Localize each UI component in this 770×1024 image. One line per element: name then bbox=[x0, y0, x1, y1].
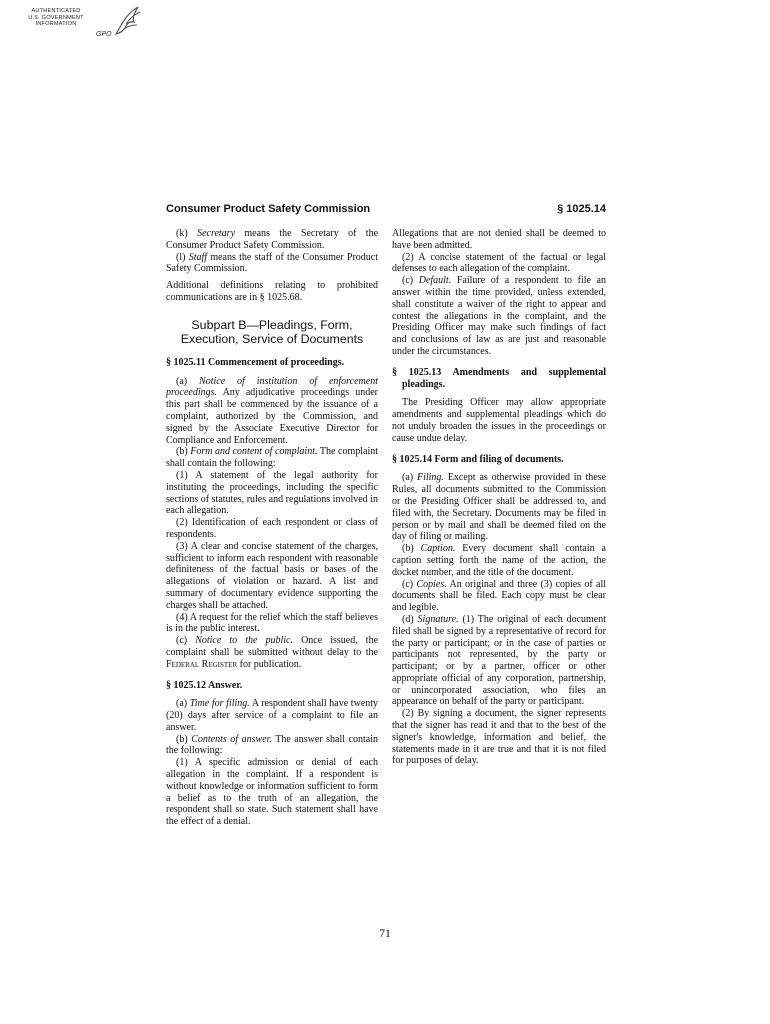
paragraph: (b) Caption. Every document shall contain a caption setting forth the name of the action, the docket number, and the title of the document. bbox=[392, 543, 606, 578]
page-number: 71 bbox=[379, 928, 391, 940]
eagle-icon bbox=[112, 4, 144, 38]
paragraph: (1) A specific admission or denial of each allegation in the complaint. If a respondent is without knowledge or information sufficient to form a belief as to the truth of an allegation, the respondent shall so state. Such statement shall have the effect of a denial. bbox=[166, 757, 378, 828]
agency-name: Consumer Product Safety Commission bbox=[166, 203, 371, 215]
section-number: § 1025.14 bbox=[557, 203, 606, 215]
paragraph: (c) Default. Failure of a respondent to file an answer within the time provided, unless extended, shall constitute a waiver of the right to appear and contest the allegations in the complaint, and the Presiding Officer may make such findings of fact and conclusions of law as are just and reasonable under the circumstances. bbox=[392, 275, 606, 357]
definition-secretary: (k) Secretary means the Secretary of the Consumer Product Safety Commission. bbox=[166, 228, 379, 251]
paragraph: (d) Signature. (1) The original of each document filed shall be signed by a representative of record for the party or participant; or in the case of parties or participants not represented, by the party or participant; or by a partner, officer or other appropriate official of any corporation, partnership, or unincorporated association, who files an appearance on behalf of the party or participant. bbox=[392, 613, 606, 708]
paragraph: Allegations that are not denied shall be deemed to have been admitted. bbox=[392, 228, 606, 251]
additional-definitions: Additional definitions relating to prohibited communications are in § 1025.68. bbox=[166, 280, 378, 303]
paragraph: (b) Form and content of complaint. The complaint shall contain the following: bbox=[166, 446, 379, 470]
paragraph: (a) Filing. Except as otherwise provided in these Rules, all documents submitted to the Commission or the Presiding Officer shall be addressed to, and filed with, the Secretary. Documents may be filed in person or by mail and shall be deemed filed on the day of filing or mailing. bbox=[392, 472, 607, 543]
paragraph: (2) By signing a document, the signer represents that the signer has read it and that to the best of the signer's knowledge, information and belief, the statements made in it are true and that it is not filed for purposes of delay. bbox=[392, 708, 606, 767]
section-heading: § 1025.14 Form and filing of documents. bbox=[392, 453, 564, 465]
paragraph: (a) Notice of institution of enforcement proceedings. Any adjudicative proceedings under this part shall be commenced by the issuance of a complaint, authorized by the Commission, and signed by the Associate Executive Director for Compliance and Enforcement. bbox=[166, 375, 378, 446]
seal-gpo-label: GPO bbox=[96, 31, 112, 38]
paragraph: (c) Copies. An original and three (3) copies of all documents shall be filed. Each copy must be clear and legible. bbox=[392, 578, 607, 614]
definition-staff: (l) Staff means the staff of the Consumer Product Safety Commission. bbox=[166, 251, 379, 275]
seal-text: AUTHENTICATED U.S. GOVERNMENT INFORMATION bbox=[28, 8, 84, 28]
section-heading: § 1025.13 Amendments and supplemental pleadings. bbox=[392, 366, 606, 390]
paragraph: The Presiding Officer may allow appropriate amendments and supplemental pleadings which do not unduly broaden the issues in the proceedings or cause undue delay. bbox=[392, 397, 606, 444]
subpart-heading: Subpart B—Pleadings, Form, Execution, Service of Documents bbox=[180, 317, 364, 347]
paragraph: (2) Identification of each respondent or class of respondents. bbox=[166, 517, 378, 540]
section-heading: § 1025.11 Commencement of proceedings. bbox=[166, 356, 345, 368]
left-column bbox=[166, 228, 378, 828]
paragraph: (2) A concise statement of the factual or legal defenses to each allegation of the complaint. bbox=[392, 251, 606, 275]
paragraph: (4) A request for the relief which the staff believes is in the public interest. bbox=[166, 611, 378, 635]
paragraph: (1) A statement of the legal authority for instituting the proceedings, including the specific sections of statutes, rules and regulations involved in each allegation. bbox=[166, 469, 378, 517]
right-column bbox=[392, 228, 606, 767]
paragraph: (c) Notice to the public. Once issued, the complaint shall be submitted without delay to the Federal Register for publication. bbox=[166, 635, 379, 670]
running-head bbox=[166, 203, 606, 219]
paragraph: (3) A clear and concise statement of the charges, sufficient to inform each respondent with reasonable definiteness of the factual basis or bases of the allegations of violation or hazard. A list and summary of documentary evidence supporting the charges shall be attached. bbox=[166, 540, 378, 611]
authentication-seal bbox=[24, 4, 144, 50]
paragraph: (b) Contents of answer. The answer shall contain the following: bbox=[166, 733, 379, 757]
paragraph: (a) Time for filing. A respondent shall have twenty (20) days after service of a complaint to file an answer. bbox=[166, 698, 379, 733]
section-heading: § 1025.12 Answer. bbox=[166, 679, 243, 691]
